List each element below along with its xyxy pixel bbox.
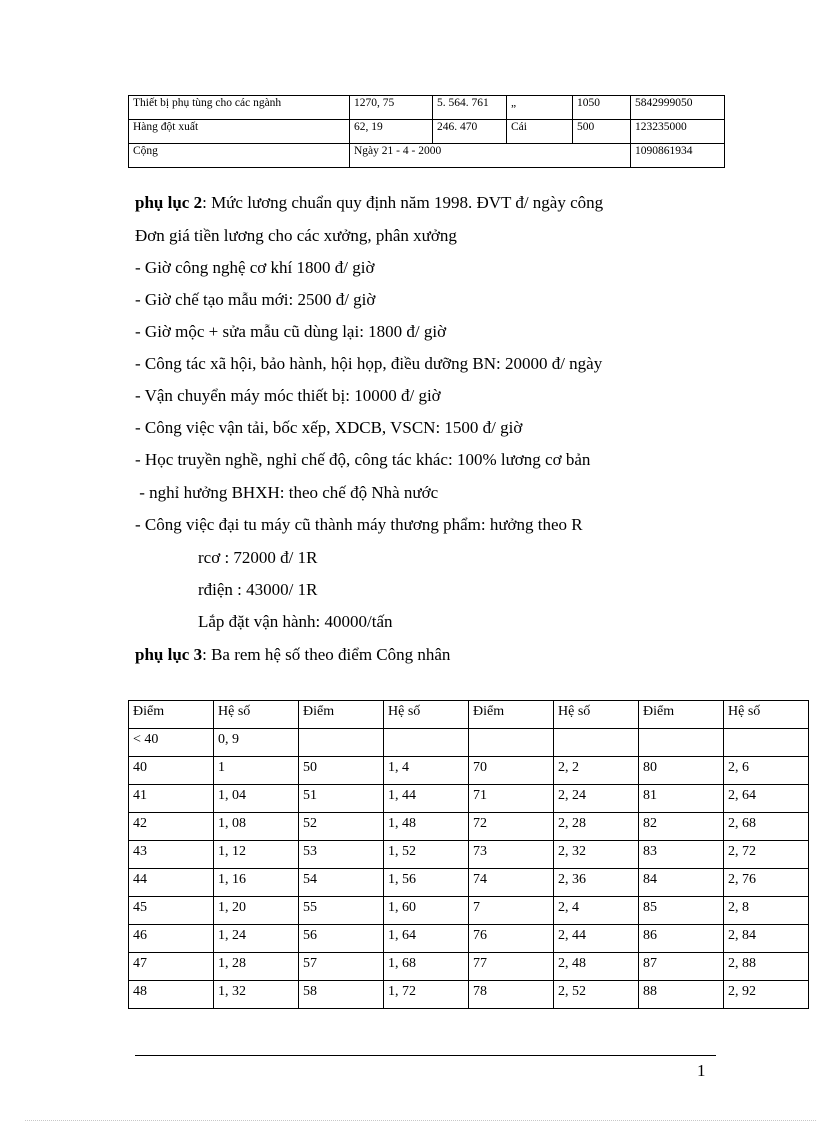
- table-cell: 43: [129, 841, 214, 869]
- table-cell: [724, 729, 809, 757]
- table-cell: 80: [639, 757, 724, 785]
- table-cell: 1, 52: [384, 841, 469, 869]
- rate-line: rcơ : 72000 đ/ 1R: [198, 548, 318, 567]
- table-cell: 2, 72: [724, 841, 809, 869]
- wage-line: - Công việc đại tu máy cũ thành máy thương phẩm: hưởng theo R: [135, 515, 583, 534]
- table-cell: 62, 19: [350, 120, 433, 144]
- table-cell: 77: [469, 953, 554, 981]
- table-row: [129, 981, 809, 1009]
- table-cell: 2, 32: [554, 841, 639, 869]
- column-header: Điểm: [129, 701, 214, 729]
- wage-line: - Giờ công nghệ cơ khí 1800 đ/ giờ: [135, 258, 375, 277]
- table-cell: 57: [299, 953, 384, 981]
- table-row: [129, 953, 809, 981]
- table-row: [129, 96, 725, 120]
- table-cell: 1050: [573, 96, 631, 120]
- wage-line: - Công việc vận tải, bốc xếp, XDCB, VSCN: 1500 đ/ giờ: [135, 418, 523, 437]
- column-header: Hệ số: [384, 701, 469, 729]
- table-cell: 76: [469, 925, 554, 953]
- table-cell: 56: [299, 925, 384, 953]
- table-row: [129, 813, 809, 841]
- table-cell: 74: [469, 869, 554, 897]
- table-cell: 2, 28: [554, 813, 639, 841]
- table-cell: 81: [639, 785, 724, 813]
- total-label: Cộng: [129, 144, 350, 168]
- appendix-2-title-rest: : Mức lương chuẩn quy định năm 1998. ĐVT đ/ ngày công: [202, 193, 604, 212]
- goods-table: [128, 95, 725, 168]
- appendix-2-heading: [135, 193, 603, 213]
- wage-line: - Giờ mộc + sửa mẫu cũ dùng lại: 1800 đ/ giờ: [135, 322, 447, 341]
- table-row: [129, 785, 809, 813]
- column-header: Điểm: [299, 701, 384, 729]
- table-cell: [469, 729, 554, 757]
- table-cell: 42: [129, 813, 214, 841]
- table-cell: 45: [129, 897, 214, 925]
- table-cell: 52: [299, 813, 384, 841]
- table-cell: 2, 68: [724, 813, 809, 841]
- wage-line: - nghỉ hưởng BHXH: theo chế độ Nhà nước: [135, 483, 439, 502]
- table-cell: 0, 9: [214, 729, 299, 757]
- table-row: [129, 897, 809, 925]
- wage-line: Đơn giá tiền lương cho các xưởng, phân xưởng: [135, 226, 457, 245]
- table-cell: < 40: [129, 729, 214, 757]
- coefficient-table: [128, 700, 809, 1009]
- table-cell: 2, 48: [554, 953, 639, 981]
- appendix-3-title: phụ lục 3: [135, 645, 203, 664]
- table-cell: 87: [639, 953, 724, 981]
- table-cell: 2, 52: [554, 981, 639, 1009]
- table-cell: 2, 92: [724, 981, 809, 1009]
- table-cell: 2, 6: [724, 757, 809, 785]
- table-row: [129, 120, 725, 144]
- table-cell: 1, 44: [384, 785, 469, 813]
- table-cell: Hàng đột xuất: [129, 120, 350, 144]
- table-cell: [299, 729, 384, 757]
- table-cell: 2, 2: [554, 757, 639, 785]
- total-value: 1090861934: [631, 144, 725, 168]
- footer-divider: [135, 1055, 716, 1056]
- page-edge-divider: [25, 1120, 816, 1121]
- table-cell: 2, 24: [554, 785, 639, 813]
- appendix-3-title-rest: : Ba rem hệ số theo điểm Công nhân: [202, 645, 451, 664]
- table-cell: 72: [469, 813, 554, 841]
- table-cell: 123235000: [631, 120, 725, 144]
- table-cell: 55: [299, 897, 384, 925]
- table-cell: 2, 4: [554, 897, 639, 925]
- table-cell: 85: [639, 897, 724, 925]
- table-cell: 1, 60: [384, 897, 469, 925]
- table-cell: 54: [299, 869, 384, 897]
- appendix-3-heading: [135, 645, 450, 665]
- table-row: [129, 729, 809, 757]
- table-header-row: [129, 701, 809, 729]
- table-cell: 84: [639, 869, 724, 897]
- wage-line: - Công tác xã hội, bảo hành, hội họp, điều dưỡng BN: 20000 đ/ ngày: [135, 354, 603, 373]
- table-cell: 1, 4: [384, 757, 469, 785]
- table-cell: 73: [469, 841, 554, 869]
- wage-line: - Vận chuyển máy móc thiết bị: 10000 đ/ giờ: [135, 386, 441, 405]
- table-cell: 1, 32: [214, 981, 299, 1009]
- table-cell: 41: [129, 785, 214, 813]
- table-cell: 50: [299, 757, 384, 785]
- column-header: Hệ số: [214, 701, 299, 729]
- table-cell: 1, 64: [384, 925, 469, 953]
- table-cell: 40: [129, 757, 214, 785]
- table-cell: 1, 28: [214, 953, 299, 981]
- table-cell: 44: [129, 869, 214, 897]
- table-row: [129, 925, 809, 953]
- table-cell: 1, 16: [214, 869, 299, 897]
- table-cell: 47: [129, 953, 214, 981]
- total-date: Ngày 21 - 4 - 2000: [350, 144, 631, 168]
- rate-line: Lắp đặt vận hành: 40000/tấn: [198, 612, 393, 631]
- table-cell: 82: [639, 813, 724, 841]
- table-cell: [554, 729, 639, 757]
- table-cell: 1: [214, 757, 299, 785]
- column-header: Điểm: [639, 701, 724, 729]
- table-cell: 46: [129, 925, 214, 953]
- table-cell: 1, 56: [384, 869, 469, 897]
- table-cell: 5. 564. 761: [433, 96, 507, 120]
- table-cell: 7: [469, 897, 554, 925]
- table-cell: 500: [573, 120, 631, 144]
- table-cell: 1, 20: [214, 897, 299, 925]
- table-cell: [639, 729, 724, 757]
- table-cell: [384, 729, 469, 757]
- table-cell: 71: [469, 785, 554, 813]
- table-cell: 1, 68: [384, 953, 469, 981]
- table-cell: 2, 44: [554, 925, 639, 953]
- table-cell: 51: [299, 785, 384, 813]
- table-cell: 1, 48: [384, 813, 469, 841]
- table-cell: 86: [639, 925, 724, 953]
- table-cell: 1270, 75: [350, 96, 433, 120]
- table-row: [129, 757, 809, 785]
- table-cell: 1, 24: [214, 925, 299, 953]
- table-cell: 1, 08: [214, 813, 299, 841]
- wage-line: - Học truyền nghề, nghỉ chế độ, công tác khác: 100% lương cơ bản: [135, 450, 591, 469]
- table-total-row: [129, 144, 725, 168]
- table-cell: 70: [469, 757, 554, 785]
- table-row: [129, 841, 809, 869]
- table-cell: Thiết bị phụ tùng cho các ngành: [129, 96, 350, 120]
- table-row: [129, 869, 809, 897]
- table-cell: 2, 76: [724, 869, 809, 897]
- table-cell: 2, 8: [724, 897, 809, 925]
- table-cell: 2, 88: [724, 953, 809, 981]
- wage-line: - Giờ chế tạo mẫu mới: 2500 đ/ giờ: [135, 290, 376, 309]
- table-cell: 2, 64: [724, 785, 809, 813]
- column-header: Hệ số: [724, 701, 809, 729]
- table-cell: 2, 36: [554, 869, 639, 897]
- table-cell: 5842999050: [631, 96, 725, 120]
- table-cell: 48: [129, 981, 214, 1009]
- table-cell: 88: [639, 981, 724, 1009]
- table-cell: 83: [639, 841, 724, 869]
- column-header: Điểm: [469, 701, 554, 729]
- table-cell: 2, 84: [724, 925, 809, 953]
- column-header: Hệ số: [554, 701, 639, 729]
- table-cell: 246. 470: [433, 120, 507, 144]
- table-cell: 1, 04: [214, 785, 299, 813]
- table-cell: 78: [469, 981, 554, 1009]
- page-number: 1: [697, 1061, 706, 1080]
- table-cell: 1, 72: [384, 981, 469, 1009]
- rate-line: rđiện : 43000/ 1R: [198, 580, 318, 599]
- table-cell: „: [507, 96, 573, 120]
- appendix-2-title: phụ lục 2: [135, 193, 203, 212]
- table-cell: 1, 12: [214, 841, 299, 869]
- table-cell: 58: [299, 981, 384, 1009]
- table-cell: Cái: [507, 120, 573, 144]
- table-cell: 53: [299, 841, 384, 869]
